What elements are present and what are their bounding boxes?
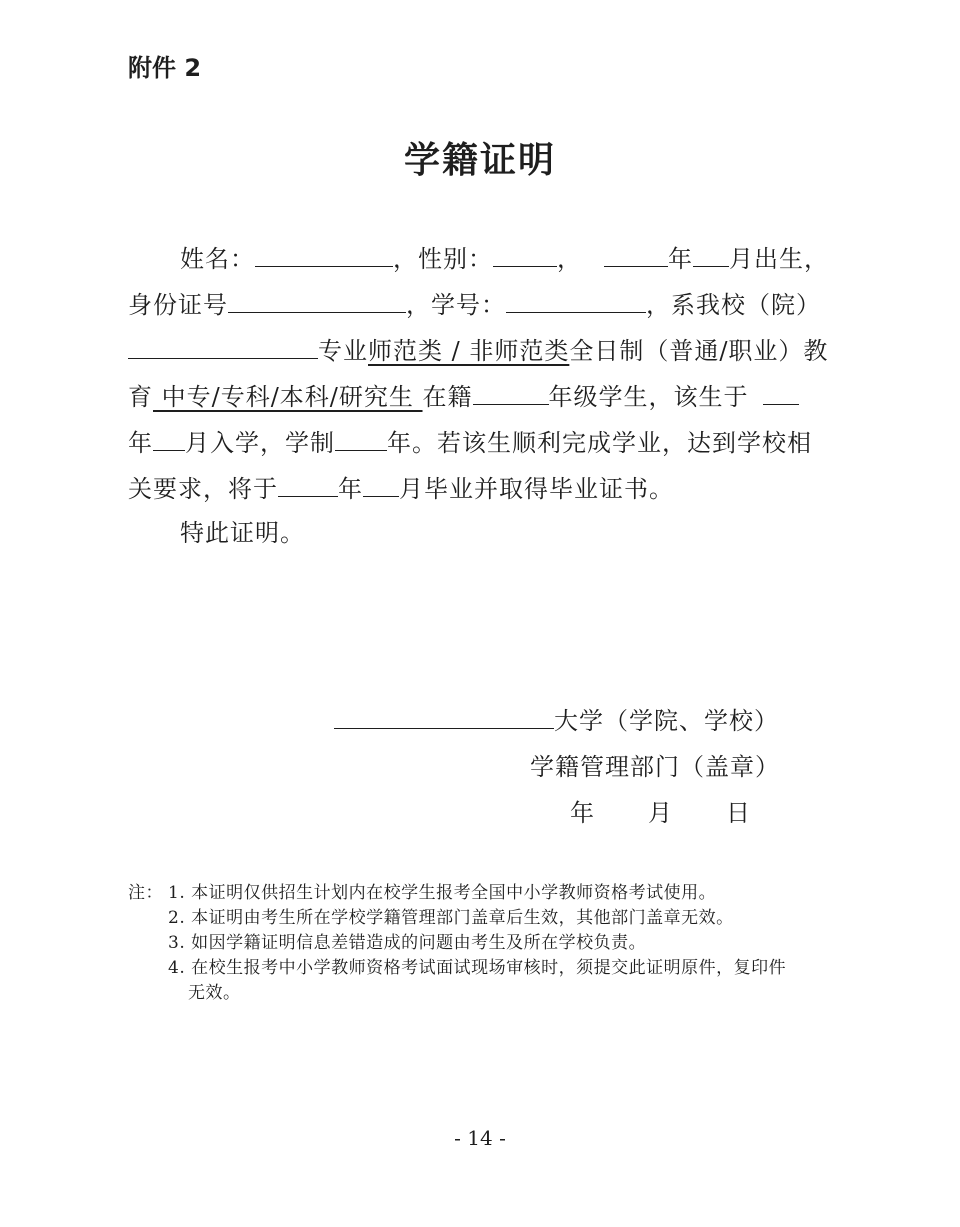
entry-label: 月入学，学制 (185, 429, 335, 457)
school-label: ，系我校（院） (646, 291, 821, 319)
graduation-text: 月毕业并取得毕业证书。 (399, 475, 674, 503)
university-blank[interactable] (334, 704, 554, 729)
name-label: 姓名： (180, 245, 255, 273)
birth-year-blank[interactable] (604, 242, 668, 267)
grad-month-blank[interactable] (363, 472, 399, 497)
born-label: 月出生， (729, 245, 829, 273)
entry-month-blank[interactable] (153, 426, 185, 451)
edu-label: 育 (128, 383, 153, 411)
education-level-options: 中专/专科/本科/研究生 (153, 383, 423, 411)
note-4: 4. 在校生报考中小学教师资格考试面试现场审核时，须提交此证明原件，复印件 (168, 958, 787, 978)
entry-year-blank[interactable] (763, 380, 799, 405)
body-line-3 (128, 334, 840, 364)
body-line-2 (128, 288, 840, 318)
attachment-label: 附件 2 (128, 54, 202, 82)
requirement-text: 关要求，将于 (128, 475, 278, 503)
gender-blank[interactable] (493, 242, 557, 267)
enrolled-label: 在籍 (422, 383, 473, 411)
name-blank[interactable] (255, 242, 393, 267)
studentno-blank[interactable] (506, 288, 646, 313)
date-year: 年 (570, 799, 594, 827)
studentno-label: ，学号： (406, 291, 506, 319)
body-line-7 (180, 518, 892, 548)
year-label: 年 (668, 245, 693, 273)
note-4-continued: 无效。 (188, 983, 241, 1003)
year-label-2: 年 (128, 429, 153, 457)
body-line-4 (128, 380, 840, 410)
comma: ， (557, 245, 582, 273)
note-2: 2. 本证明由考生所在学校学籍管理部门盖章后生效，其他部门盖章无效。 (168, 908, 734, 928)
grade-label: 年级学生，该生于 (548, 383, 749, 411)
duration-blank[interactable] (335, 426, 387, 451)
certify-text: 特此证明。 (180, 519, 305, 547)
fulltime-label: 全日制（普通/职业）教 (569, 337, 829, 365)
teacher-type-options: 师范类 / 非师范类 (368, 337, 570, 365)
major-label: 专业 (318, 337, 368, 365)
birth-month-blank[interactable] (693, 242, 729, 267)
college-blank[interactable] (128, 334, 318, 359)
date-day: 日 (726, 799, 750, 827)
body-line-5 (128, 426, 840, 456)
page-number: - 14 - (454, 1126, 506, 1150)
body-line-6 (128, 472, 840, 502)
notes-prefix: 注： (128, 883, 163, 903)
document-title: 学籍证明 (403, 140, 556, 181)
signature-dept: 学籍管理部门（盖章） (530, 753, 780, 781)
gender-label: ，性别： (393, 245, 493, 273)
id-label: 身份证号 (128, 291, 228, 319)
note-3: 3. 如因学籍证明信息差错造成的问题由考生及所在学校负责。 (168, 933, 647, 953)
id-blank[interactable] (228, 288, 406, 313)
note-1: 1. 本证明仅供招生计划内在校学生报考全国中小学教师资格考试使用。 (168, 883, 717, 903)
university-label: 大学（学院、学校） (554, 707, 779, 735)
date-month: 月 (648, 799, 672, 827)
body-line-1 (180, 242, 840, 272)
grade-blank[interactable] (473, 380, 549, 405)
grad-year-blank[interactable] (278, 472, 338, 497)
completion-text: 年。若该生顺利完成学业，达到学校相 (387, 429, 812, 457)
signature-university (334, 704, 779, 736)
year-label-3: 年 (338, 475, 363, 503)
